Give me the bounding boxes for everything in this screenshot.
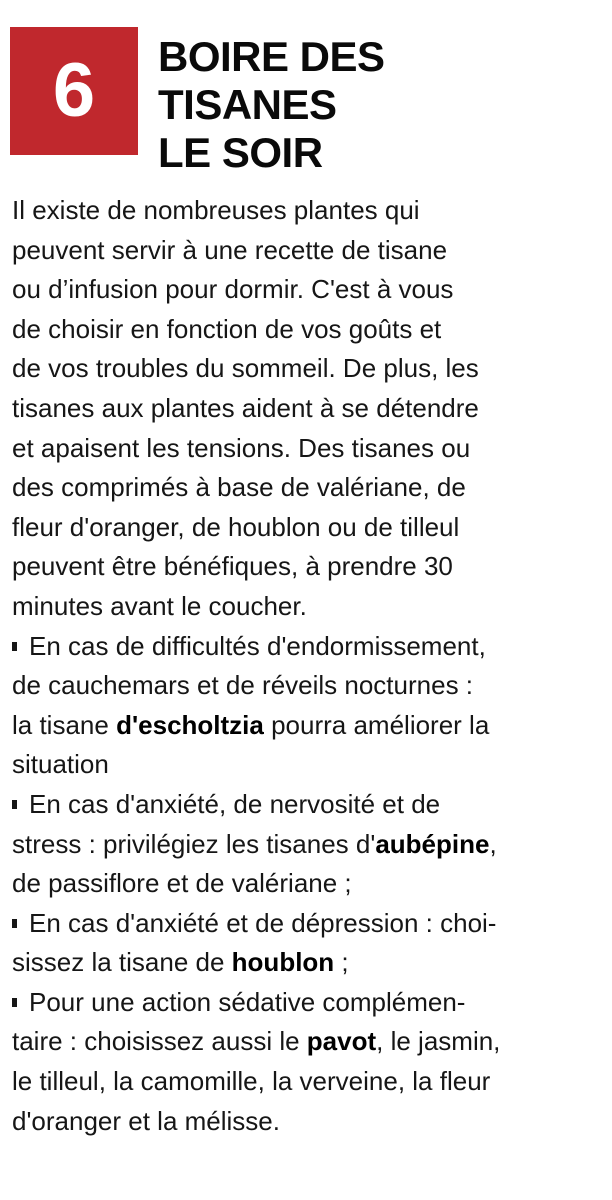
title-line: BOIRE DES [158, 33, 385, 80]
text-line: de vos troubles du sommeil. De plus, les [12, 353, 479, 384]
bullet-icon [12, 998, 17, 1007]
bullet-item [12, 627, 606, 785]
text-line: peuvent être bénéfiques, à prendre 30 [12, 551, 453, 582]
bullet-icon [12, 642, 17, 651]
text-segment: la tisane [12, 709, 117, 740]
bullet-item [12, 785, 606, 904]
text-segment: pourra améliorer la [263, 709, 490, 740]
text-line: En cas de difficultés d'endormissement, [29, 630, 486, 661]
text-line: En cas d'anxiété, de nervosité et de [29, 788, 441, 819]
text-line: Il existe de nombreuses plantes qui [12, 195, 420, 225]
text-segment: , [489, 828, 497, 859]
text-line: minutes avant le coucher. [12, 590, 307, 621]
section-number-badge [10, 27, 138, 155]
plant-name-houblon: houblon [231, 947, 335, 978]
bullet-icon [12, 919, 17, 928]
text-line: et apaisent les tensions. Des tisanes ou [12, 432, 471, 463]
article-body [12, 191, 606, 1141]
text-line: de choisir en fonction de vos goûts et [12, 313, 442, 344]
title-line: TISANES [158, 81, 337, 128]
text-line: Pour une action sédative complémen- [29, 986, 466, 1017]
bullet-icon [12, 800, 17, 809]
text-line: peuvent servir à une recette de tisane [12, 234, 448, 265]
text-line: situation [12, 749, 109, 780]
plant-name-escholtzia: d'escholtzia [116, 709, 264, 740]
text-line: tisanes aux plantes aident à se détendre [12, 392, 479, 423]
title-line: LE SOIR [158, 129, 323, 176]
text-line: En cas d'anxiété et de dépression : choi- [29, 907, 497, 938]
text-segment: stress : privilégiez les tisanes d' [12, 828, 376, 859]
section-title [158, 33, 385, 177]
text-segment: sissez la tisane de [12, 947, 232, 978]
intro-paragraph [12, 191, 606, 627]
text-segment: taire : choisissez aussi le [12, 1026, 307, 1057]
text-line: de passiflore et de valériane ; [12, 868, 352, 899]
bullet-item [12, 983, 606, 1141]
text-line: fleur d'oranger, de houblon ou de tilleul [12, 511, 460, 542]
text-line: d'oranger et la mélisse. [12, 1105, 280, 1136]
text-segment: ; [334, 947, 349, 978]
text-line: le tilleul, la camomille, la verveine, la fleur [12, 1066, 491, 1097]
text-line: des comprimés à base de valériane, de [12, 472, 466, 503]
text-line: ou d’infusion pour dormir. C'est à vous [12, 274, 454, 305]
text-line: de cauchemars et de réveils nocturnes : [12, 670, 474, 701]
plant-name-pavot: pavot [306, 1026, 377, 1057]
text-segment: , le jasmin, [376, 1026, 501, 1057]
plant-name-aubepine: aubépine [375, 828, 490, 859]
section-number: 6 [52, 48, 96, 133]
bullet-item [12, 904, 606, 983]
